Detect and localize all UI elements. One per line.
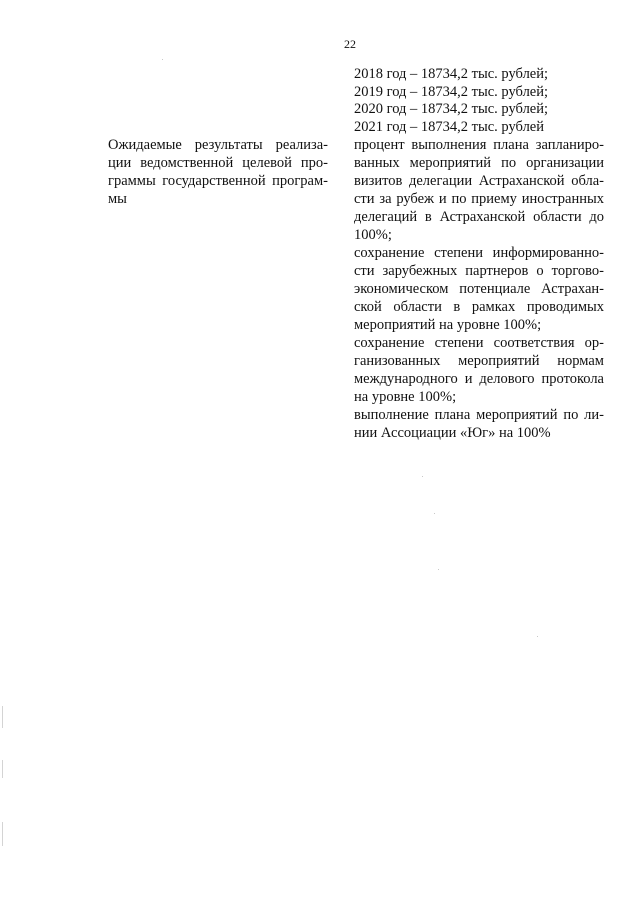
result-line: экономическом потенциале Астрахан- <box>354 281 604 297</box>
expected-results-text <box>354 136 604 442</box>
result-line: ской области в рамках проводимых <box>354 299 604 315</box>
scan-artifact <box>2 706 3 728</box>
result-line: сохранение степени соответствия ор- <box>354 335 604 351</box>
result-line: международного и делового протокола <box>354 371 604 387</box>
result-line: мероприятий на уровне 100%; <box>354 317 542 333</box>
funding-line-2021: 2021 год – 18734,2 тыс. рублей <box>354 118 545 135</box>
result-line: делегаций в Астраханской области до <box>354 209 604 225</box>
scan-artifact <box>2 760 3 778</box>
funding-line-2019: 2019 год – 18734,2 тыс. рублей; <box>354 83 549 100</box>
label-line: ции ведомственной целевой про- <box>108 155 328 171</box>
result-line: сти за рубеж и по приему иностранных <box>354 191 604 207</box>
result-line: на уровне 100%; <box>354 389 457 405</box>
funding-by-year <box>354 66 614 136</box>
result-line: визитов делегации Астраханской обла- <box>354 173 604 189</box>
page-number: 22 <box>344 37 356 51</box>
label-line: мы <box>108 191 127 207</box>
result-line: сти зарубежных партнеров о торгово- <box>354 263 604 279</box>
scan-speck <box>438 569 439 570</box>
result-line: выполнение плана мероприятий по ли- <box>354 407 604 423</box>
scan-speck <box>162 59 163 60</box>
result-line: сохранение степени информированно- <box>354 245 604 261</box>
result-line: 100%; <box>354 227 392 243</box>
scan-speck <box>537 636 538 637</box>
result-line: ганизованных мероприятий нормам <box>354 353 604 369</box>
scan-speck <box>434 513 435 514</box>
result-line: нии Ассоциации «Юг» на 100% <box>354 425 551 441</box>
scan-speck <box>422 476 423 477</box>
label-line: граммы государственной програм- <box>108 173 328 189</box>
funding-line-2020: 2020 год – 18734,2 тыс. рублей; <box>354 101 549 118</box>
scan-artifact <box>2 822 3 846</box>
funding-line-2018: 2018 год – 18734,2 тыс. рублей; <box>354 66 549 82</box>
result-line: ванных мероприятий по организации <box>354 155 604 171</box>
expected-results-label <box>108 136 328 208</box>
result-line: процент выполнения плана запланиро- <box>354 137 604 153</box>
label-line: Ожидаемые результаты реализа- <box>108 137 328 153</box>
